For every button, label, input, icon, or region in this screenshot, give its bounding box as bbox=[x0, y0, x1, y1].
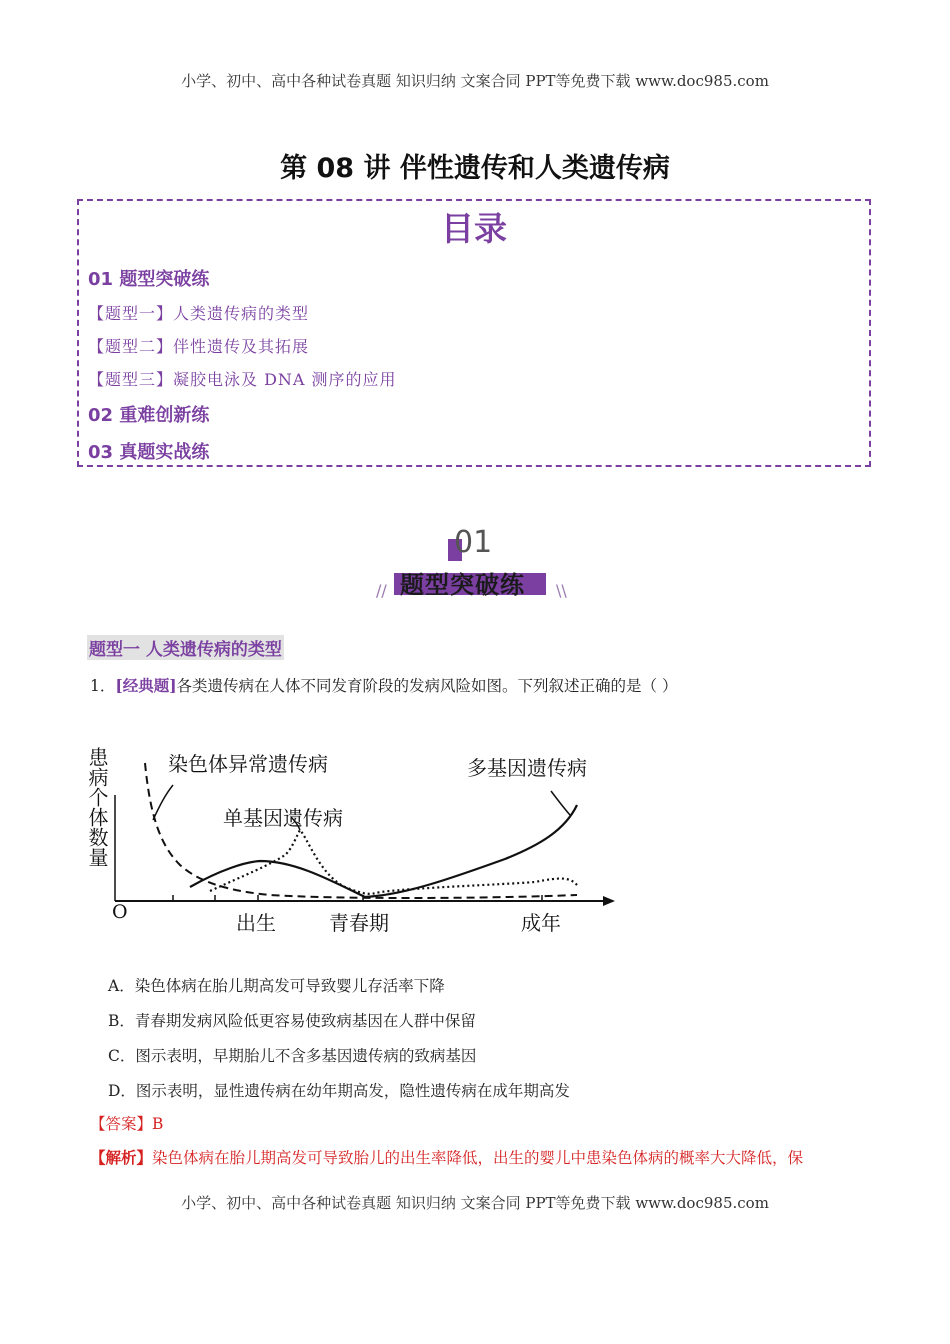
toc-item-type-1[interactable]: 【题型一】人类遗传病的类型 bbox=[88, 304, 310, 323]
analysis-line bbox=[90, 1146, 803, 1168]
series-label-multi-gene: 多基因遗传病 bbox=[467, 756, 587, 780]
y-axis-label: 患病个体数量 bbox=[85, 747, 109, 867]
banner-number: 01 bbox=[454, 525, 493, 560]
question-stem bbox=[90, 674, 677, 696]
section-banner bbox=[370, 525, 580, 605]
x-tick-label-birth: 出生 bbox=[236, 911, 276, 935]
series-label-chromosomal: 染色体异常遗传病 bbox=[168, 752, 328, 776]
question-tag: [经典题] bbox=[115, 676, 177, 695]
answer-line bbox=[90, 1112, 163, 1134]
page-footer: 小学、初中、高中各种试卷真题 知识归纳 文案合同 PPT等免费下载 www.doc985.com bbox=[181, 1194, 769, 1212]
analysis-text: 染色体病在胎儿期高发可导致胎儿的出生率降低，出生的婴儿中患染色体病的概率大大降低，保 bbox=[152, 1149, 804, 1167]
answer-label: 【答案】 bbox=[90, 1115, 153, 1133]
page-header: 小学、初中、高中各种试卷真题 知识归纳 文案合同 PPT等免费下载 www.doc985.com bbox=[181, 72, 769, 90]
x-tick-label-puberty: 青春期 bbox=[329, 911, 389, 935]
answer-value: B bbox=[152, 1115, 164, 1133]
option-a[interactable]: A．染色体病在胎儿期高发可导致婴儿存活率下降 bbox=[108, 977, 445, 995]
toc-item-03[interactable]: 03 真题实战练 bbox=[88, 442, 210, 463]
x-tick-label-adult: 成年 bbox=[521, 911, 561, 935]
toc-item-02[interactable]: 02 重难创新练 bbox=[88, 405, 210, 426]
leader-line-chromosomal bbox=[153, 785, 173, 820]
banner-slash-left-icon: // bbox=[376, 581, 387, 600]
table-of-contents bbox=[77, 199, 871, 467]
banner-slash-right-icon: \\ bbox=[556, 581, 567, 600]
page-title: 第 08 讲 伴性遗传和人类遗传病 bbox=[280, 153, 670, 184]
series-label-single-gene: 单基因遗传病 bbox=[223, 806, 343, 830]
toc-item-type-2[interactable]: 【题型二】伴性遗传及其拓展 bbox=[88, 337, 310, 356]
origin-label: O bbox=[112, 901, 128, 923]
toc-item-type-3[interactable]: 【题型三】凝胶电泳及 DNA 测序的应用 bbox=[88, 370, 397, 389]
banner-label: 题型突破练 bbox=[400, 571, 525, 599]
option-d[interactable]: D．图示表明，显性遗传病在幼年期高发，隐性遗传病在成年期高发 bbox=[108, 1082, 570, 1100]
type-heading: 题型一 人类遗传病的类型 bbox=[87, 635, 284, 660]
leader-line-multi-gene bbox=[551, 791, 570, 815]
toc-heading: 目录 bbox=[441, 209, 507, 248]
toc-item-01[interactable]: 01 题型突破练 bbox=[88, 269, 210, 290]
disease-risk-chart bbox=[85, 725, 625, 940]
x-axis-arrow-icon bbox=[603, 896, 615, 906]
question-number: 1． bbox=[90, 677, 116, 695]
option-c[interactable]: C．图示表明，早期胎儿不含多基因遗传病的致病基因 bbox=[108, 1047, 477, 1065]
option-b[interactable]: B．青春期发病风险低更容易使致病基因在人群中保留 bbox=[108, 1012, 476, 1030]
question-text: 各类遗传病在人体不同发育阶段的发病风险如图。下列叙述正确的是（ ） bbox=[176, 677, 678, 695]
analysis-label: 【解析】 bbox=[90, 1148, 153, 1167]
